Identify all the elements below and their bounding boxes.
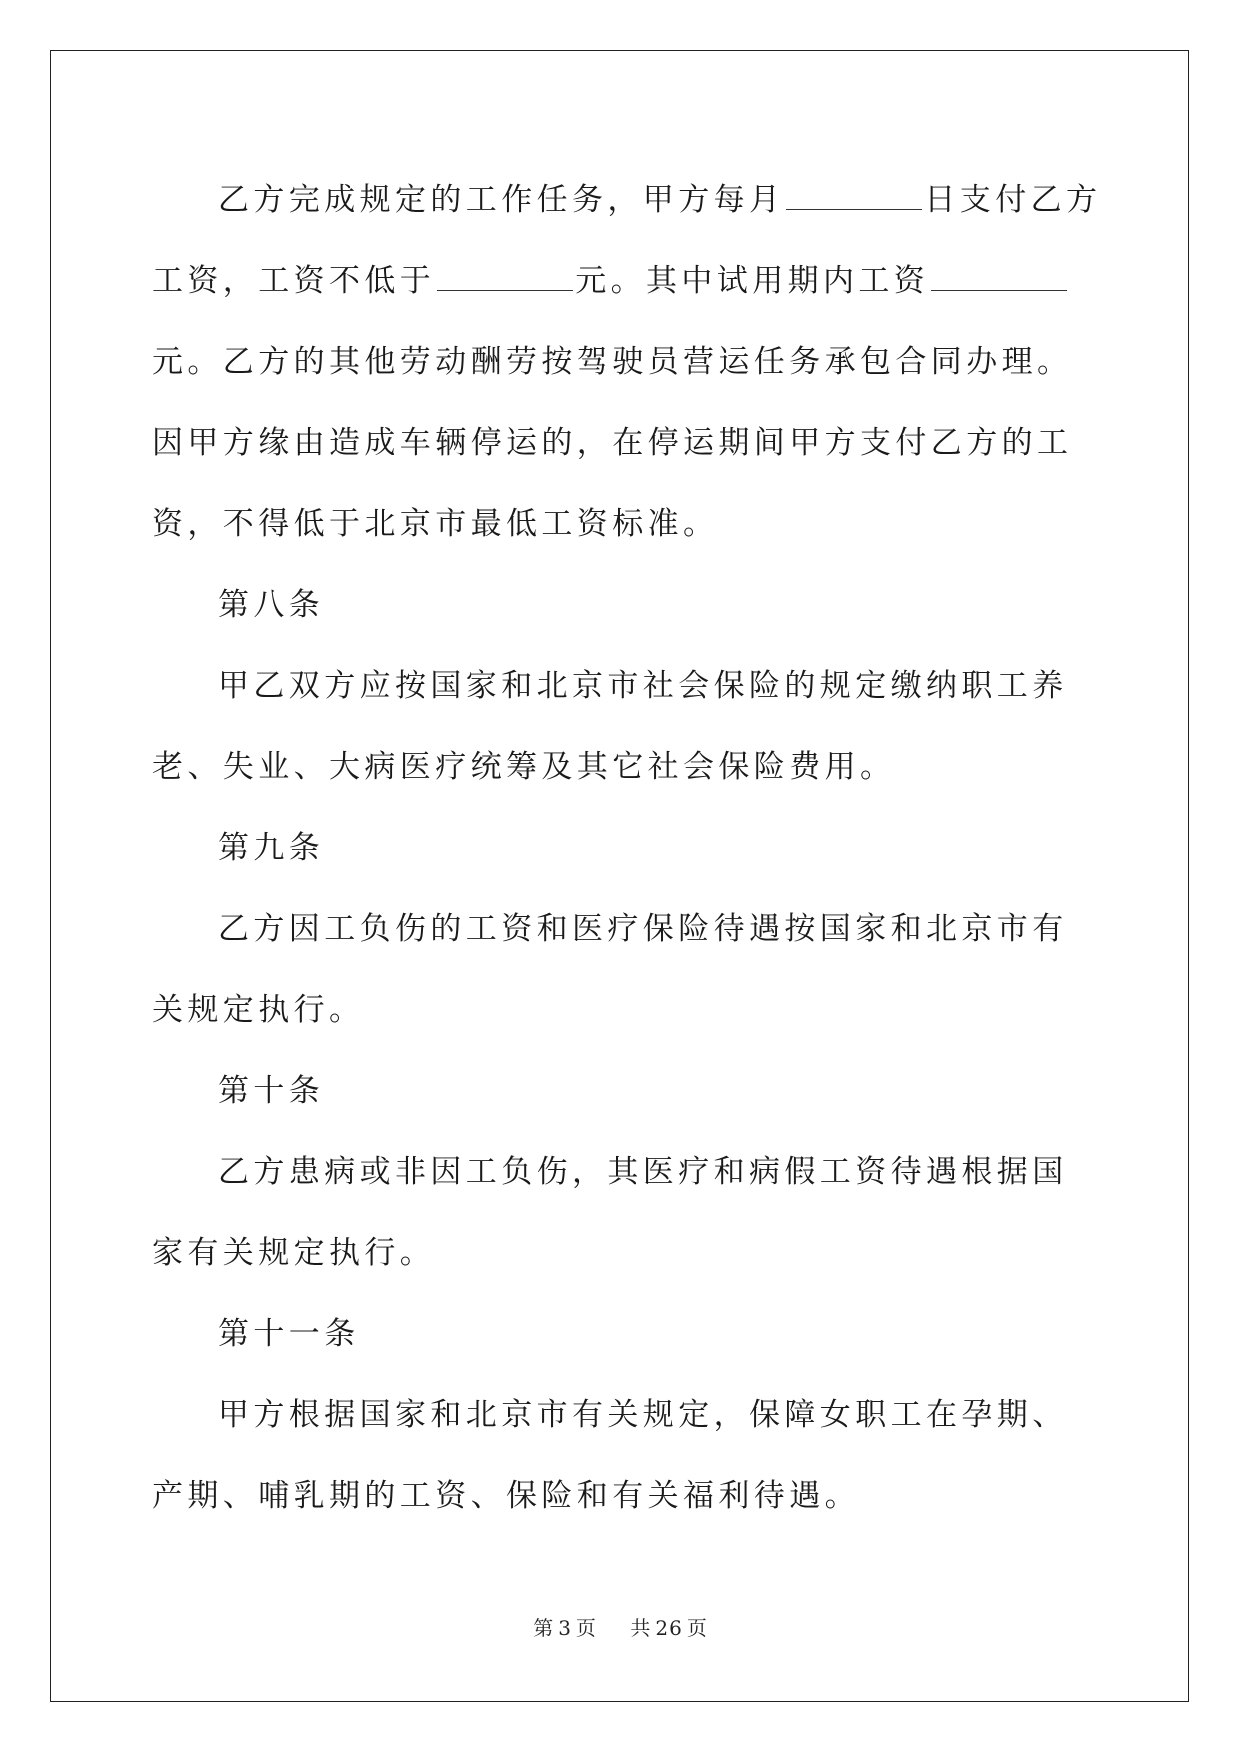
- article-9-body: 乙方因工负伤的工资和医疗保险待遇按国家和北京市有关规定执行。: [152, 911, 1068, 1028]
- wages-text-4: 元。乙方的其他劳动酬劳按驾驶员营运任务承包合同办理。因甲方缘由造成车辆停运的，在停运期间甲方支付乙方的工资，不得低于北京市最低工资标准。: [152, 344, 1073, 542]
- footer-total-prefix: 共: [630, 1616, 652, 1640]
- probation-wage-blank: [931, 262, 1067, 291]
- pay-day-blank: [786, 181, 922, 210]
- article-11-body: 甲方根据国家和北京市有关规定，保障女职工在孕期、产期、哺乳期的工资、保险和有关福利待遇。: [152, 1397, 1068, 1514]
- footer-prefix: 第: [533, 1616, 555, 1640]
- page-footer: [0, 1612, 1241, 1641]
- footer-total-suffix: 页: [686, 1616, 708, 1640]
- article-9-heading: 第九条: [218, 830, 325, 866]
- wages-text-2: 日支付乙方工资，工资不低于: [152, 182, 1102, 299]
- footer-page-suffix: 页: [575, 1616, 597, 1640]
- document-body: [152, 160, 1102, 1537]
- article-10-heading: 第十条: [218, 1073, 325, 1109]
- wages-text-3: 元。其中试用期内工资: [575, 263, 930, 299]
- min-wage-blank: [437, 262, 573, 291]
- article-11-heading: 第十一条: [218, 1316, 360, 1352]
- paragraph-wages: [152, 160, 1102, 565]
- footer-page-number: 3: [558, 1616, 572, 1640]
- footer-total-pages: 26: [655, 1616, 683, 1640]
- article-8-body: 甲乙双方应按国家和北京市社会保险的规定缴纳职工养老、失业、大病医疗统筹及其它社会保险费用。: [152, 668, 1068, 785]
- article-10-body: 乙方患病或非因工负伤，其医疗和病假工资待遇根据国家有关规定执行。: [152, 1154, 1068, 1271]
- wages-text-1: 乙方完成规定的工作任务，甲方每月: [218, 182, 785, 218]
- article-8-heading: 第八条: [218, 587, 325, 623]
